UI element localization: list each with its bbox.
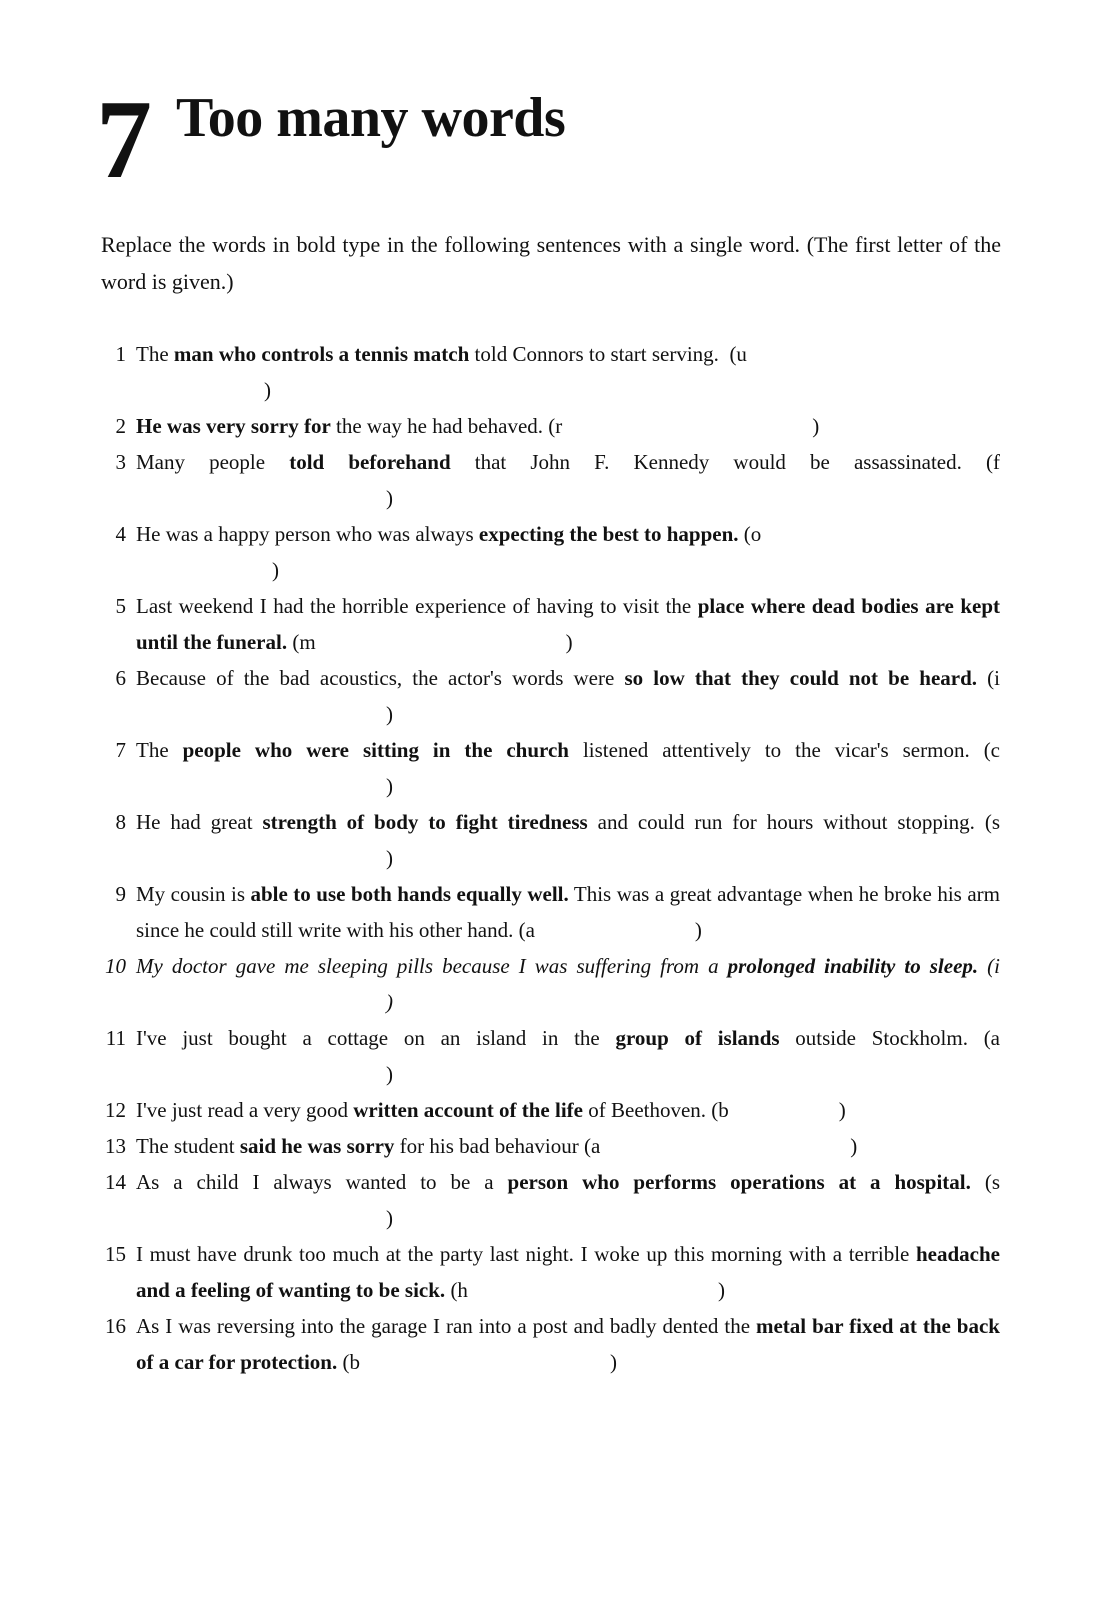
item-bold-phrase: He was very sorry for [136,414,331,438]
item-bold-phrase: said he was sorry [239,1134,395,1158]
instructions: Replace the words in bold type in the following sentences with a single word. (The first letter of the word is given.) [101,232,1001,294]
exercise-item [100,732,1000,804]
item-text: outside Stockholm. [779,1026,968,1050]
item-text: He was a happy person who was always [136,522,479,546]
item-close: ) [272,558,279,582]
item-number: 3 [115,450,126,474]
item-hint: (o [743,522,762,546]
item-number: 8 [115,810,126,834]
item-text: The [136,738,183,762]
item-text: I've just read a very good [136,1098,354,1122]
item-text: and could run for hours without stopping. [587,810,975,834]
exercise-item [100,660,1000,732]
item-bold-phrase: place where dead bodies are kept until the funeral. [136,594,1000,654]
item-hint: (c [983,738,1001,762]
item-bold-phrase: man who controls a tennis match [173,342,470,366]
item-text: The student [136,1134,240,1158]
item-hint: (h [450,1278,468,1302]
item-text: As a child I always wanted to be a [136,1170,508,1194]
item-close: ) [386,486,393,510]
item-hint: (a [983,1026,1001,1050]
item-bold-phrase: written account of the life [353,1098,583,1122]
exercise-item [100,1236,1000,1308]
item-close: ) [609,1350,617,1374]
item-number: 5 [115,594,126,618]
exercise-item [100,444,1000,516]
item-text: He had great [136,810,263,834]
exercise-item [100,804,1000,876]
item-text: The [136,342,174,366]
item-number: 13 [105,1134,126,1158]
exercise-item [100,1308,1000,1380]
item-close: ) [264,378,271,402]
exercise-item [100,876,1000,948]
item-text: Last weekend I had the horrible experience of having to visit the [136,594,698,618]
item-number: 11 [105,1026,126,1050]
item-number: 15 [105,1242,126,1266]
exercise-item [100,1092,1000,1128]
item-number: 14 [105,1170,126,1194]
item-hint: (a [583,1134,601,1158]
item-hint: (b [342,1350,360,1374]
exercise-item [100,336,1000,408]
item-text: As I was reversing into the garage I ran into a post and badly dented the [136,1314,756,1338]
item-text: listened attentively to the vicar's sermon. [568,738,970,762]
item-close: ) [386,702,393,726]
item-bold-phrase: people who were sitting in the church [182,738,569,762]
item-hint: (f [986,450,1000,474]
exercise-item [100,588,1000,660]
item-text: Because of the bad acoustics, the actor's words were [136,666,625,690]
item-close: ) [694,918,702,942]
item-text: My cousin is [136,882,251,906]
item-close: ) [812,414,820,438]
item-close: ) [850,1134,858,1158]
item-bold-phrase: able to use both hands equally well. [250,882,569,906]
item-bold-phrase: expecting the best to happen. [478,522,739,546]
item-bold-phrase: headache and a feeling of wanting to be sick. [136,1242,1000,1302]
item-number: 4 [115,522,126,546]
exercise-item [100,948,1000,1020]
item-bold-phrase: group of islands [615,1026,780,1050]
unit-title: Too many words [176,87,566,149]
item-text: Many people [136,450,290,474]
unit-header [96,78,566,202]
item-number: 2 [115,414,126,438]
item-hint: (s [984,1170,1000,1194]
item-bold-phrase: prolonged inability to sleep. [727,954,979,978]
item-hint: (r [548,414,563,438]
exercise-item [100,1020,1000,1092]
item-text: for his bad behaviour [394,1134,579,1158]
item-close: ) [386,846,393,870]
item-hint: (a [518,918,535,942]
item-text: This was a great advantage when he broke his arm since he could still write with his other hand. [136,882,1000,942]
unit-number: 7 [96,78,150,202]
item-bold-phrase: told beforehand [289,450,451,474]
item-hint: (i [987,666,1000,690]
item-text: that John F. Kennedy would be assassinated. [450,450,962,474]
item-text: I must have drunk too much at the party last night. I woke up this morning with a terrible [136,1242,916,1266]
item-hint: (b [711,1098,729,1122]
item-close: ) [386,1206,393,1230]
item-hint: (i [987,954,1000,978]
item-close: ) [838,1098,846,1122]
item-close: ) [386,774,393,798]
item-number: 10 [105,954,126,978]
item-text: the way he had behaved. [330,414,544,438]
item-close: ) [386,1062,393,1086]
exercise-item [100,516,1000,588]
item-text: My doctor gave me sleeping pills because I was suffering from a [136,954,728,978]
item-hint: (u [729,342,747,366]
item-bold-phrase: metal bar fixed at the back of a car for protection. [136,1314,1000,1374]
item-close: ) [386,990,393,1014]
item-number: 7 [115,738,126,762]
item-text: of Beethoven. [583,1098,707,1122]
item-close: ) [717,1278,725,1302]
item-text: told Connors to start serving. [469,342,719,366]
item-number: 12 [105,1098,126,1122]
item-number: 6 [115,666,126,690]
item-bold-phrase: person who performs operations at a hospital. [507,1170,971,1194]
exercise-item [100,1164,1000,1236]
item-number: 16 [105,1314,126,1338]
item-hint: (s [984,810,1000,834]
item-hint: (m [292,630,316,654]
item-number: 1 [115,342,126,366]
item-close: ) [565,630,573,654]
item-bold-phrase: so low that they could not be heard. [624,666,978,690]
item-text: I've just bought a cottage on an island in the [136,1026,616,1050]
exercise-list [100,336,1000,1380]
exercise-item [100,408,1000,444]
item-number: 9 [115,882,126,906]
item-bold-phrase: strength of body to fight tiredness [262,810,588,834]
exercise-item [100,1128,1000,1164]
